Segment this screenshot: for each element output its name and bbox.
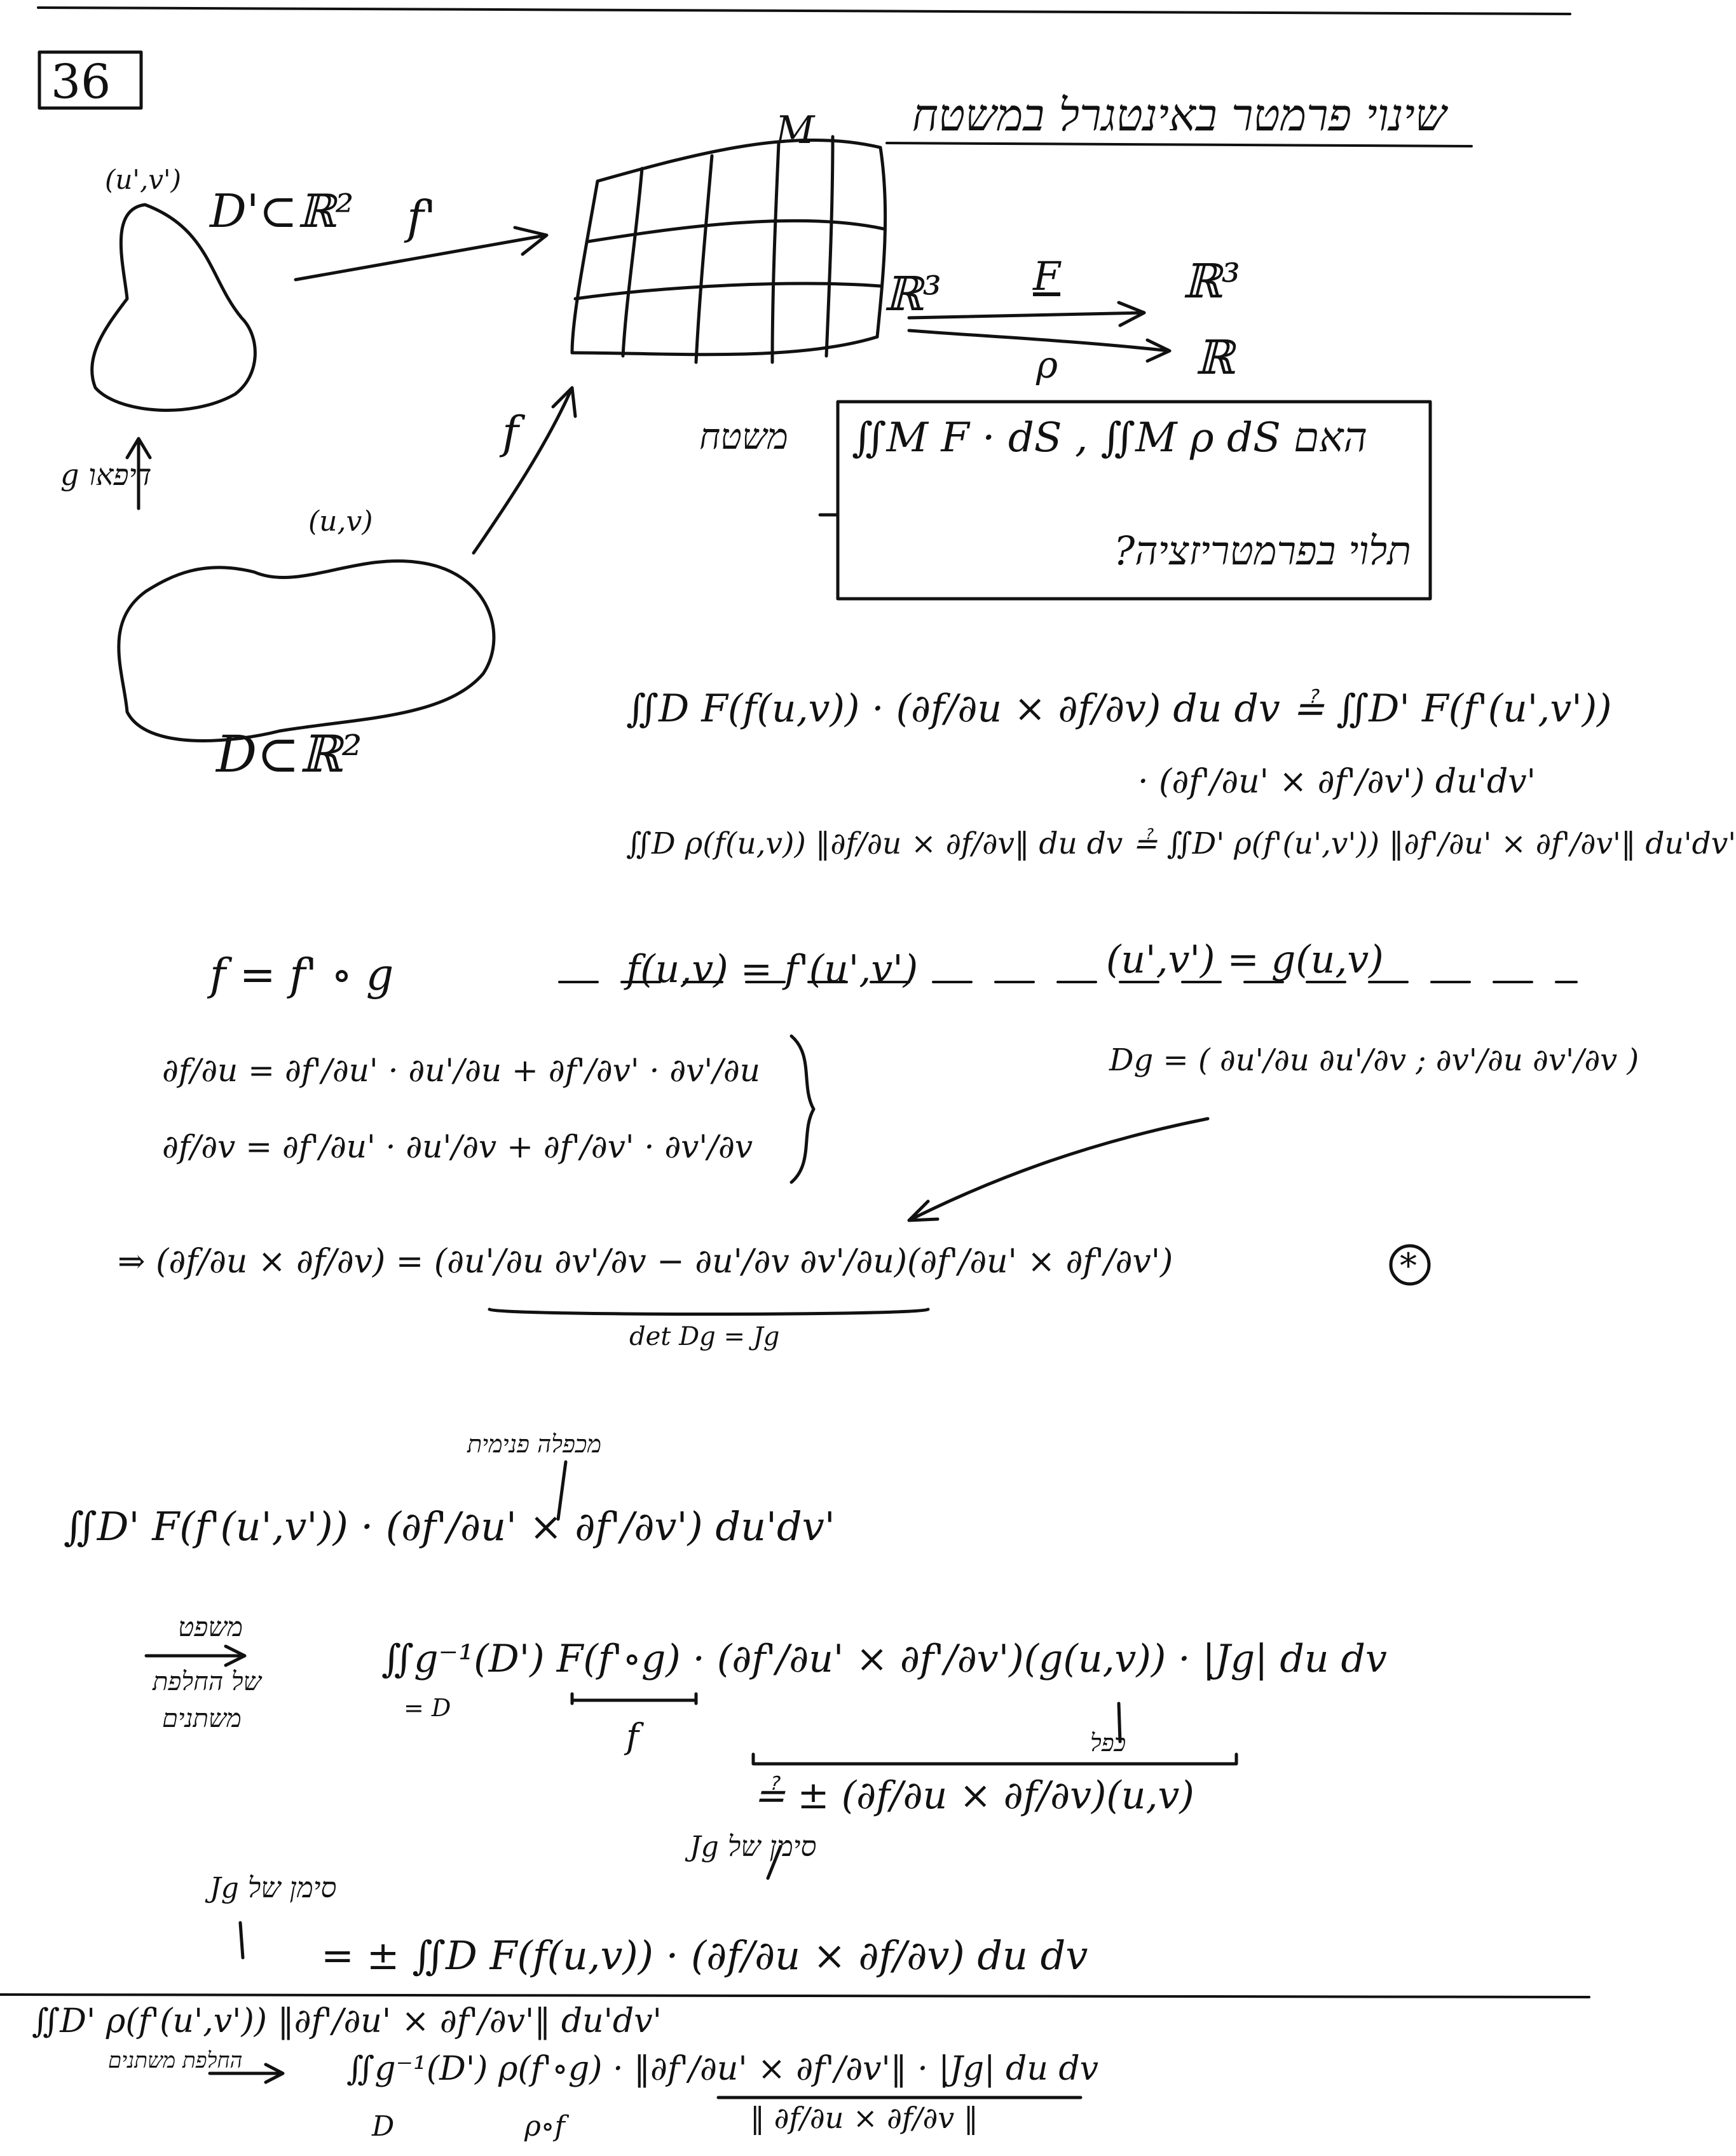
label-f: f [502, 407, 519, 459]
equation-cross-product: ⇒ (∂f/∂u × ∂f/∂v) = (∂u'/∂u ∂v'/∂v − ∂u'/∂v ∂v'/∂u)(∂f'/∂u' × ∂f'/∂v') [118, 1243, 1173, 1281]
label-d-r2: D⊂ℝ² [216, 725, 362, 784]
equation-scalar-compare: ∬D ρ(f(u,v)) ‖∂f/∂u × ∂f/∂v‖ du dv ≟ ∬D' ρ(f'(u',v')) ‖∂f'/∂u' × ∂f'/∂v'‖ du'dv' [626, 826, 1736, 861]
note-rho-cov: החלפת משתנים [108, 2048, 243, 2073]
sign-leader-left [240, 1923, 243, 1958]
region-d [119, 561, 494, 741]
equation-uv-g: (u',v') = g(u,v) [1106, 938, 1384, 982]
label-rho-of-f: ρ∘f [524, 2110, 565, 2143]
label-r3-right: ℝ³ [1182, 254, 1241, 309]
equation-chain-u: ∂f/∂u = ∂f'/∂u' · ∂u'/∂u + ∂f'/∂v' · ∂v'/∂u [162, 1052, 760, 1089]
equation-final-flux: = ± ∬D F(f(u,v)) · (∂f/∂u × ∂f/∂v) du dv [321, 1932, 1088, 1979]
title-underline [887, 143, 1472, 146]
equation-star-result: ≟ ± (∂f/∂u × ∂f/∂v)(u,v) [753, 1773, 1194, 1818]
label-M: M [776, 108, 815, 153]
note-cov-2: של החלפת [153, 1667, 261, 1696]
surface-grid [572, 137, 885, 362]
fog-underbrace [572, 1694, 696, 1703]
equation-jacobian-matrix: Dg = ( ∂u'/∂u ∂u'/∂v ; ∂v'/∂u ∂v'/∂v ) [1109, 1042, 1639, 1078]
equation-rho-sub: ∬g⁻¹(D') ρ(f'∘g) · ‖∂f'/∂u' × ∂f'/∂v'‖ · |Jg| du dv [346, 2050, 1099, 2088]
arrow-f [474, 388, 575, 553]
label-kol: כפל [1090, 1729, 1126, 1757]
equation-rho-integral: ∬D' ρ(f'(u',v')) ‖∂f'/∂u' × ∂f'/∂v'‖ du'dv' [32, 2002, 662, 2040]
equation-f-equality: f(u,v) = f'(u',v') [626, 947, 919, 992]
label-uv-prime: (u',v') [105, 164, 181, 195]
equation-flux-compare-cont: · (∂f'/∂u' × ∂f'/∂v') du'dv' [1138, 763, 1536, 801]
equation-integral-prime: ∬D' F(f'(u',v')) · (∂f'/∂u' × ∂f'/∂v') du'dv' [64, 1503, 835, 1550]
page-number: 36 [51, 55, 111, 109]
label-eq-D: = D [404, 1694, 451, 1722]
long-underbracket [753, 1754, 1236, 1764]
label-f-under: f [626, 1716, 639, 1756]
note-cov-3: משתנים [162, 1704, 242, 1733]
equation-integral-sub: ∬g⁻¹(D') F(f'∘g) · (∂f'/∂u' × ∂f'/∂v')(g(u,v)) · |Jg| du dv [381, 1637, 1387, 1681]
page-title: שינוי פרמטר באינטגרל במשטח [912, 89, 1447, 141]
equation-rho-norm: ‖ ∂f/∂u × ∂f/∂v ‖ [750, 2101, 978, 2135]
note-inner-product: מכפלה פנימית [467, 1430, 602, 1458]
label-F: F [1033, 253, 1061, 299]
label-f-prime: f' [407, 191, 437, 244]
equation-f-composition: f = f' ∘ g [210, 950, 394, 1000]
label-rho-D: D [372, 2110, 395, 2143]
cov-arrow [146, 1646, 245, 1665]
note-sign-left: Jg סימן של [210, 1872, 337, 1904]
label-R: ℝ [1195, 331, 1234, 385]
label-uv: (u,v) [308, 505, 373, 538]
question-box-line2: תלוי בפרמטריזציה? [1114, 528, 1411, 574]
label-rho: ρ [1036, 343, 1058, 386]
bottom-divider [0, 1995, 1589, 1997]
det-underbrace [489, 1309, 928, 1314]
arrow-dg-to-det [909, 1119, 1208, 1220]
chain-brace [791, 1036, 814, 1182]
label-g-diffeo: g דיפאו [60, 458, 152, 492]
equation-chain-v: ∂f/∂v = ∂f'/∂u' · ∂u'/∂v + ∂f'/∂v' · ∂v'/∂v [162, 1128, 753, 1165]
label-r3-left: ℝ³ [884, 267, 942, 322]
label-d-prime-r2: D'⊂ℝ² [210, 184, 354, 238]
equation-flux-compare: ∬D F(f(u,v)) · (∂f/∂u × ∂f/∂v) du dv ≟ ∬D' F(f'(u',v')) [626, 686, 1612, 731]
label-surface: משטח [699, 416, 788, 458]
note-cov-1: משפט [178, 1611, 243, 1642]
question-box-line1: ∬M F · dS , ∬M ρ dS האם [852, 414, 1367, 461]
star-mark: * [1400, 1246, 1417, 1286]
equation-det: det Dg = Jg [629, 1322, 780, 1351]
top-edge-line [38, 8, 1570, 14]
note-sign-right: Jg סימן של [690, 1831, 817, 1863]
arrow-F [909, 303, 1144, 325]
